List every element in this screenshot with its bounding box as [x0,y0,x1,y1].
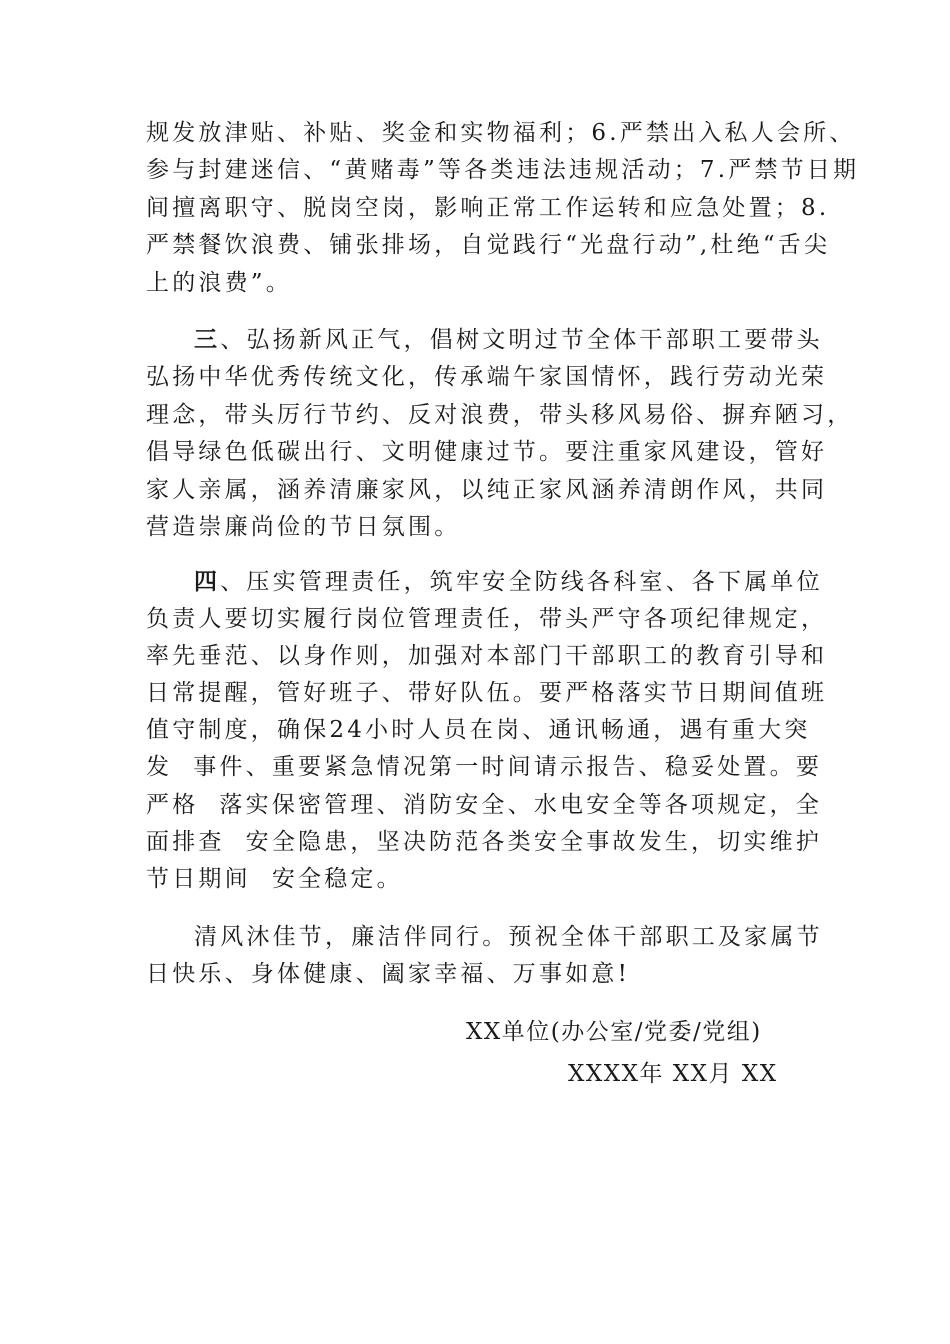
paragraph-line: 率先垂范、以身作则，加强对本部门干部职工的教育引导和 [146,643,828,669]
closing-line: 日快乐、身体健康、阖家幸福、万事如意! [146,961,631,987]
section-four-heading: 四 [194,568,221,595]
paragraph-line: 倡导绿色低碳出行、文明健康过节。要注重家风建设，管好 [146,439,828,465]
paragraph-line: 严禁餐饮浪费、铺张排场，自觉践行“光盘行动”,杜绝“舌尖 [146,232,831,258]
paragraph-line: 严格 落实保密管理、消防安全、水电安全等各项规定，全 [146,792,823,818]
paragraph-line: 规发放津贴、补贴、奖金和实物福利；6.严禁出入私人会所、 [146,120,856,146]
section-four-first-line [194,564,823,600]
signature-date: XXXX年 XX月 XX [568,1061,778,1087]
paragraph-line: 弘扬中华优秀传统文化，传承端午家国情怀，践行劳动光荣 [146,364,828,390]
paragraph-line: 发 事件、重要紧急情况第一时间请示报告、稳妥处置。要 [146,754,823,780]
paragraph-line: 上的浪费”。 [146,270,292,296]
paragraph-line: 负责人要切实履行岗位管理责任，带头严守各项纪律规定， [146,606,828,632]
paragraph-line: 、压实管理责任，筑牢安全防线各科室、各下属单位 [220,569,823,595]
closing-line: 清风沐佳节，廉洁伴同行。预祝全体干部职工及家属节 [194,924,823,950]
paragraph-line: 家人亲属，涵养清廉家风，以纯正家风涵养清朗作风，共同 [146,477,828,503]
paragraph-line: 、弘扬新风正气，倡树文明过节全体干部职工要带头 [220,327,823,353]
paragraph-line: 节日期间 安全稳定。 [146,866,403,892]
paragraph-line: 日常提醒，管好班子、带好队伍。要严格落实节日期间值班 [146,680,828,706]
paragraph-line: 值守制度，确保24小时人员在岗、通讯畅通，遇有重大突 [146,717,811,743]
paragraph-line: 参与封建迷信、“黄赌毒”等各类违法违规活动；7.严禁节日期 [146,157,860,183]
signature-organization: XX单位(办公室/党委/党组) [466,1019,762,1045]
paragraph-line: 营造崇廉尚俭的节日氛围。 [146,514,461,540]
paragraph-line: 间擅离职守、脱岗空岗，影响正常工作运转和应急处置；8. [146,195,830,221]
section-three-heading: 三 [194,326,221,353]
paragraph-line: 面排查 安全隐患，坚决防范各类安全事故发生，切实维护 [146,829,823,855]
paragraph-line: 理念，带头厉行节约、反对浪费，带头移风易俗、摒弃陋习， [146,402,854,428]
section-three-first-line [194,322,823,358]
